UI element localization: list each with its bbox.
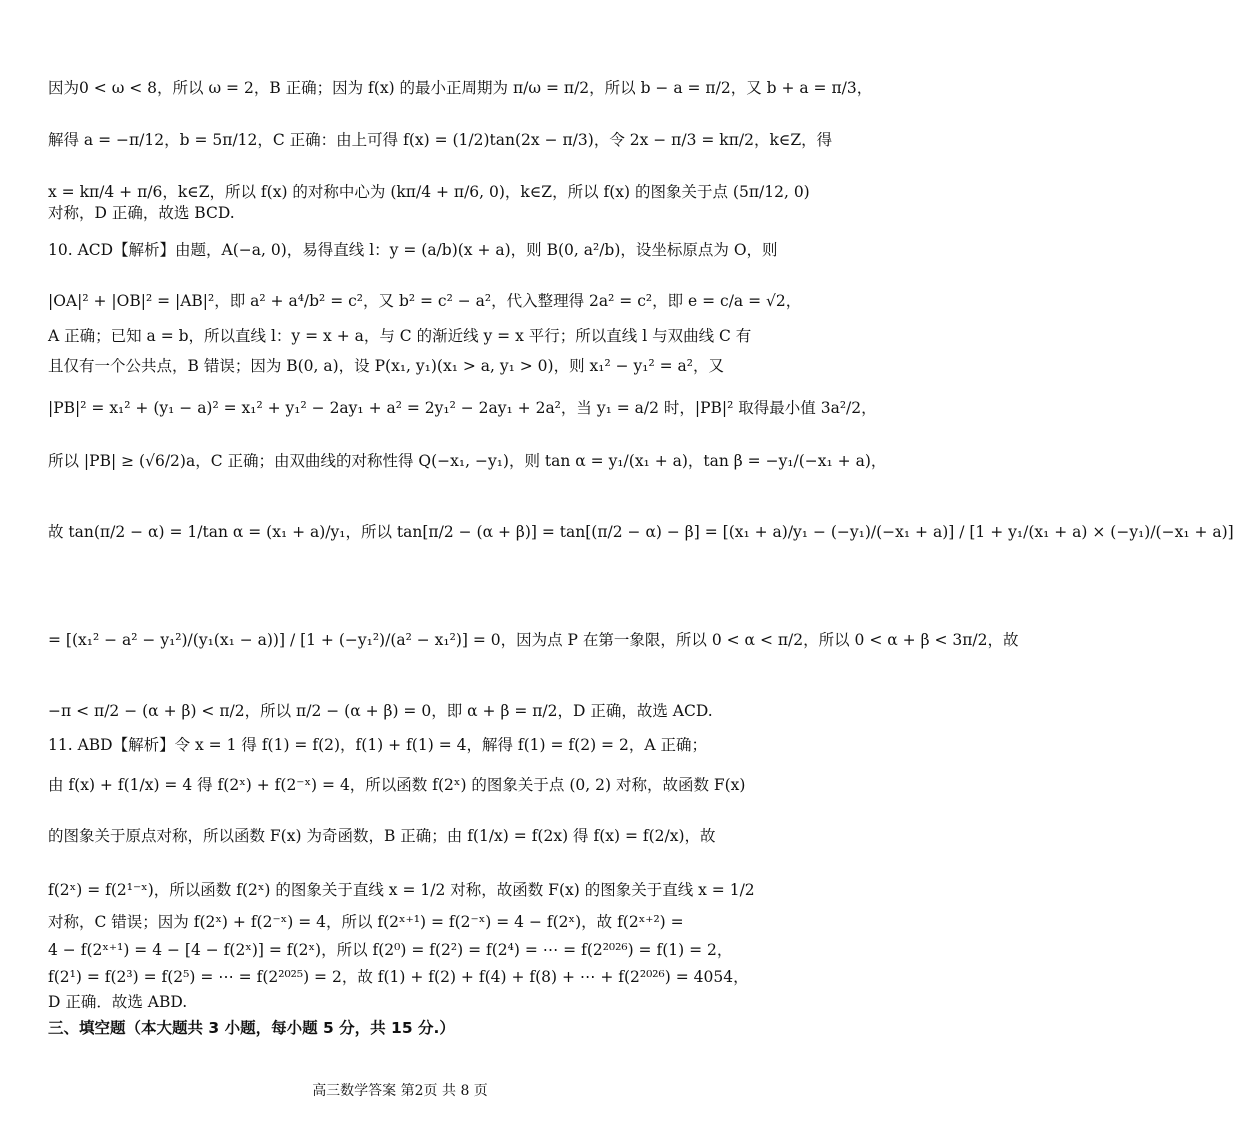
text-line: 的图象关于原点对称，所以函数 F(x) 为奇函数，B 正确；由 f(1/x) = f(2x) 得 f(x) = f(2/x)，故 (48, 827, 716, 845)
text-line: x = kπ/4 + π/6，k∈Z，所以 f(x) 的对称中心为 (kπ/4 + π/6, 0)，k∈Z，所以 f(x) 的图象关于点 (5π/12, 0) (48, 183, 810, 201)
text-line: 4 − f(2ˣ⁺¹) = 4 − [4 − f(2ˣ)] = f(2ˣ)，所以 f(2⁰) = f(2²) = f(2⁴) = ⋯ = f(2²⁰²⁶) = f(1) = 2， (48, 941, 733, 959)
text-line: 解得 a = −π/12，b = 5π/12，C 正确：由上可得 f(x) = (1/2)tan(2x − π/3)，令 2x − π/3 = kπ/2，k∈Z，得 (48, 131, 833, 149)
text-line: |OA|² + |OB|² = |AB|²，即 a² + a⁴/b² = c²，又 b² = c² − a²，代入整理得 2a² = c²，即 e = c/a = √2， (48, 292, 802, 310)
text-line: 对称，C 错误；因为 f(2ˣ) + f(2⁻ˣ) = 4，所以 f(2ˣ⁺¹) = f(2⁻ˣ) = 4 − f(2ˣ)，故 f(2ˣ⁺²) = (48, 913, 684, 931)
section-heading: 三、填空题（本大题共 3 小题，每小题 5 分，共 15 分.） (48, 1019, 455, 1037)
text-line: 故 tan(π/2 − α) = 1/tan α = (x₁ + a)/y₁，所以 tan[π/2 − (α + β)] = tan[(π/2 − α) − β] = [(x₁ + a)/y₁ − (−y₁)/(−x₁ + a)] / [1 + y₁/(x₁ + a) × (−y₁)/(−x₁ + a)] (48, 523, 1234, 541)
text-line: f(2¹) = f(2³) = f(2⁵) = ⋯ = f(2²⁰²⁵) = 2，故 f(1) + f(2) + f(4) + f(8) + ⋯ + f(2²⁰²⁶) = 4054， (48, 968, 749, 986)
text-line: −π < π/2 − (α + β) < π/2，所以 π/2 − (α + β) = 0，即 α + β = π/2，D 正确，故选 ACD. (48, 702, 713, 720)
text-line: = [(x₁² − a² − y₁²)/(y₁(x₁ − a))] / [1 + (−y₁²)/(a² − x₁²)] = 0，因为点 P 在第一象限，所以 0 < α < π/2，所以 0 < α + β < 3π/2，故 (48, 631, 1019, 649)
text-line: 因为0 < ω < 8，所以 ω = 2，B 正确；因为 f(x) 的最小正周期为 π/ω = π/2，所以 b − a = π/2，又 b + a = π/3， (48, 79, 873, 97)
text-line: A 正确；已知 a = b，所以直线 l：y = x + a，与 C 的渐近线 y = x 平行；所以直线 l 与双曲线 C 有 (48, 327, 752, 345)
text-line: 10. ACD【解析】由题，A(−a, 0)，易得直线 l：y = (a/b)(x + a)，则 B(0, a²/b)，设坐标原点为 O，则 (48, 241, 778, 259)
text-line: |PB|² = x₁² + (y₁ − a)² = x₁² + y₁² − 2ay₁ + a² = 2y₁² − 2ay₁ + 2a²，当 y₁ = a/2 时，|PB|² 取得最小值 3a²/2， (48, 399, 877, 417)
page-footer: 高三数学答案 第2页 共 8 页 (312, 1083, 488, 1099)
text-line: 11. ABD【解析】令 x = 1 得 f(1) = f(2)，f(1) + f(1) = 4，解得 f(1) = f(2) = 2，A 正确； (48, 736, 707, 754)
text-line: 所以 |PB| ≥ (√6/2)a，C 正确；由双曲线的对称性得 Q(−x₁, −y₁)，则 tan α = y₁/(x₁ + a)，tan β = −y₁/(−x₁ + a)， (48, 452, 887, 470)
text-line: 且仅有一个公共点，B 错误；因为 B(0, a)，设 P(x₁, y₁)(x₁ > a, y₁ > 0)，则 x₁² − y₁² = a²，又 (48, 357, 724, 375)
text-line: 由 f(x) + f(1/x) = 4 得 f(2ˣ) + f(2⁻ˣ) = 4，所以函数 f(2ˣ) 的图象关于点 (0, 2) 对称，故函数 F(x) (48, 776, 746, 794)
text-line: f(2ˣ) = f(2¹⁻ˣ)，所以函数 f(2ˣ) 的图象关于直线 x = 1/2 对称，故函数 F(x) 的图象关于直线 x = 1/2 (48, 881, 755, 899)
text-line: 对称，D 正确，故选 BCD. (48, 204, 235, 222)
text-line: D 正确．故选 ABD. (48, 993, 188, 1011)
